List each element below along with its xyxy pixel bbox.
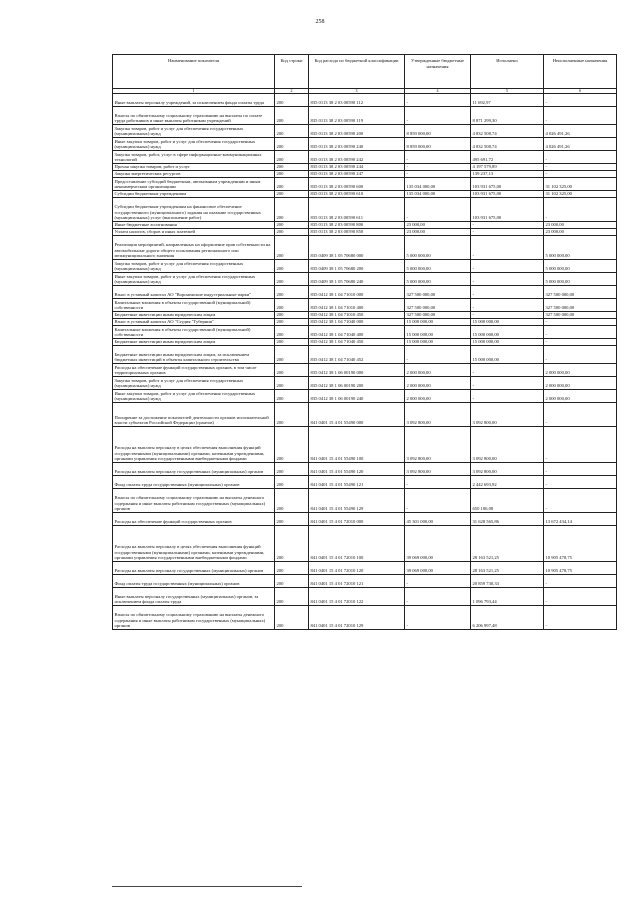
table-row (113, 339, 617, 346)
cell-remaining: 4 026 491,26 (544, 138, 617, 151)
table-row (113, 588, 617, 606)
table-row (113, 229, 617, 236)
cell-line-code: 200 (275, 489, 309, 513)
cell-approved: 8 859 000,00 (405, 138, 471, 151)
cell-executed: 4 832 508,74 (471, 125, 544, 138)
cell-indicator-name: Капитальные вложения в объекты государственной (муниципальной) собственности (113, 326, 275, 339)
cell-budget-classification: 841 0401 15 4 01 55490 121 (309, 476, 405, 489)
cell-line-code: 200 (275, 606, 309, 630)
column-number: 4 (405, 89, 471, 94)
cell-approved: 45 301 000,00 (405, 513, 471, 526)
cell-approved: - (405, 171, 471, 178)
table-row (113, 526, 617, 562)
cell-remaining: - (544, 463, 617, 476)
cell-approved: 8 859 000,00 (405, 125, 471, 138)
cell-remaining: - (544, 403, 617, 427)
cell-approved: 135 034 000,00 (405, 191, 471, 198)
cell-remaining: - (544, 164, 617, 171)
table-row (113, 575, 617, 588)
table-row (113, 562, 617, 575)
cell-executed: 1 096 793,44 (471, 588, 544, 606)
table-row (113, 403, 617, 427)
cell-approved: - (405, 346, 471, 364)
table-row (113, 476, 617, 489)
cell-line-code: 200 (275, 513, 309, 526)
table-row (113, 94, 617, 107)
cell-indicator-name: Закупка товаров, работ и услуг для обеспечения государственных (муниципальных) нужд (113, 377, 275, 390)
cell-line-code: 200 (275, 236, 309, 260)
cell-indicator-name: Взносы по обязательному социальному страхованию на выплаты денежного содержания и иные выплаты работникам государственных (муниципальных) органов (113, 489, 275, 513)
cell-remaining: - (544, 151, 617, 164)
cell-line-code: 200 (275, 339, 309, 346)
cell-indicator-name: Бюджетные инвестиции иным юридическим лицам (113, 312, 275, 319)
cell-indicator-name: Расходы на выплаты персоналу в целях обеспечения выполнения функций государственными (муниципальными) органами, казенными учреждениями, органами управления государственными внебюджетными фондами (113, 526, 275, 562)
cell-remaining: 23 000,00 (544, 222, 617, 229)
cell-approved: 5 000 000,00 (405, 236, 471, 260)
header-remaining: Неисполненные назначения (544, 55, 617, 89)
table-row (113, 312, 617, 319)
cell-executed: 4 832 508,74 (471, 138, 544, 151)
cell-indicator-name: Капитальные вложения в объекты государственной (муниципальной) собственности (113, 299, 275, 312)
cell-approved: - (405, 198, 471, 222)
table-row (113, 178, 617, 191)
cell-budget-classification: 835 0409 38 1 05 70680 000 (309, 236, 405, 260)
cell-approved: 23 000,00 (405, 229, 471, 236)
cell-budget-classification: 841 0401 15 4 01 55490 000 (309, 403, 405, 427)
cell-line-code: 200 (275, 390, 309, 403)
cell-remaining: - (544, 427, 617, 463)
cell-indicator-name: Расходы на выплаты персоналу государственных (муниципальных) органов (113, 463, 275, 476)
table-row (113, 164, 617, 171)
cell-executed: 31 628 565,86 (471, 513, 544, 526)
cell-line-code: 200 (275, 476, 309, 489)
cell-remaining: 23 000,00 (544, 229, 617, 236)
cell-approved: 15 000 000,00 (405, 339, 471, 346)
cell-indicator-name: Расходы на выплаты персоналу государственных (муниципальных) органов (113, 562, 275, 575)
cell-line-code: 200 (275, 125, 309, 138)
cell-budget-classification: 841 0401 15 4 01 72010 000 (309, 513, 405, 526)
cell-approved: - (405, 575, 471, 588)
table-row (113, 171, 617, 178)
table-row (113, 151, 617, 164)
cell-approved: - (405, 107, 471, 125)
cell-line-code: 200 (275, 575, 309, 588)
cell-remaining: - (544, 326, 617, 339)
cell-line-code: 200 (275, 138, 309, 151)
cell-approved: 327 500 000,00 (405, 286, 471, 299)
cell-line-code: 200 (275, 198, 309, 222)
cell-indicator-name: Субсидии бюджетным учреждениям (113, 191, 275, 198)
cell-indicator-name: Взнос в уставный капитал АО "Воронежские индустриальные парки" (113, 286, 275, 299)
cell-remaining: 2 000 000,00 (544, 390, 617, 403)
table-row (113, 364, 617, 377)
cell-line-code: 200 (275, 229, 309, 236)
cell-approved: 3 092 800,00 (405, 403, 471, 427)
cell-executed: 15 000 000,00 (471, 326, 544, 339)
cell-indicator-name: Уплата налогов, сборов и иных платежей (113, 229, 275, 236)
cell-indicator-name: Прочая закупка товаров, работ и услуг (113, 164, 275, 171)
table-row (113, 191, 617, 198)
cell-budget-classification: 835 0113 38 2 03 00590 242 (309, 151, 405, 164)
table-row (113, 273, 617, 286)
cell-line-code: 200 (275, 178, 309, 191)
cell-indicator-name: Расходы на обеспечение функций государственных органов (113, 513, 275, 526)
table-row (113, 390, 617, 403)
cell-budget-classification: 835 0412 38 1 06 00190 200 (309, 377, 405, 390)
table-header-row (113, 55, 617, 89)
cell-remaining: - (544, 606, 617, 630)
cell-indicator-name: Расходы на обеспечение функций государственных органов, в том числе территориальных органов (113, 364, 275, 377)
cell-budget-classification: 835 0412 38 1 06 00190 240 (309, 390, 405, 403)
table-row (113, 377, 617, 390)
cell-line-code: 200 (275, 312, 309, 319)
cell-budget-classification: 835 0412 38 1 04 71040 450 (309, 339, 405, 346)
cell-budget-classification: 835 0113 38 2 03 00590 610 (309, 191, 405, 198)
column-number: 2 (275, 89, 309, 94)
cell-remaining: - (544, 339, 617, 346)
cell-budget-classification: 835 0113 38 2 03 00590 119 (309, 107, 405, 125)
table-row (113, 299, 617, 312)
cell-budget-classification: 835 0412 38 1 04 71040 400 (309, 326, 405, 339)
table-row (113, 107, 617, 125)
cell-approved: - (405, 606, 471, 630)
cell-executed: - (471, 286, 544, 299)
page-number: 258 (315, 19, 325, 25)
table-row (113, 236, 617, 260)
cell-line-code: 200 (275, 191, 309, 198)
cell-executed: - (471, 273, 544, 286)
cell-remaining: 327 500 000,00 (544, 312, 617, 319)
cell-remaining: - (544, 575, 617, 588)
cell-indicator-name: Иные закупки товаров, работ и услуг для обеспечения государственных (муниципальных) нужд (113, 273, 275, 286)
cell-approved: - (405, 489, 471, 513)
cell-line-code: 200 (275, 151, 309, 164)
cell-budget-classification: 835 0113 38 2 03 00590 800 (309, 222, 405, 229)
cell-remaining: 5 000 000,00 (544, 273, 617, 286)
cell-executed: - (471, 236, 544, 260)
table-row (113, 260, 617, 273)
table-row (113, 198, 617, 222)
cell-indicator-name: Закупка товаров, работ, услуг в сфере информационно-коммуникационных технологий (113, 151, 275, 164)
cell-line-code: 200 (275, 319, 309, 326)
cell-indicator-name: Расходы на выплаты персоналу в целях обеспечения выполнения функций государственными (муниципальными) органами, казенными учреждениями, органами управления государственными внебюджетными фондами (113, 427, 275, 463)
table-row (113, 125, 617, 138)
cell-line-code: 200 (275, 364, 309, 377)
header-indicator-name: Наименование показателя (113, 55, 275, 89)
cell-indicator-name: Иные закупки товаров, работ и услуг для обеспечения государственных (муниципальных) нужд (113, 390, 275, 403)
cell-line-code: 200 (275, 107, 309, 125)
cell-remaining: 10 905 478,75 (544, 526, 617, 562)
cell-line-code: 200 (275, 346, 309, 364)
cell-executed: 139 237,13 (471, 171, 544, 178)
cell-budget-classification: 835 0113 38 2 03 00590 240 (309, 138, 405, 151)
cell-executed: 103 931 675,00 (471, 191, 544, 198)
table-row (113, 326, 617, 339)
cell-remaining: 4 026 491,26 (544, 125, 617, 138)
cell-remaining: - (544, 171, 617, 178)
cell-budget-classification: 841 0401 15 4 01 72010 122 (309, 588, 405, 606)
cell-indicator-name: Иные бюджетные ассигнования (113, 222, 275, 229)
cell-remaining: - (544, 588, 617, 606)
table-row (113, 463, 617, 476)
cell-executed: 3 092 800,00 (471, 463, 544, 476)
cell-indicator-name: Взнос в уставный капитал АО "Студия "Губерния" (113, 319, 275, 326)
cell-approved: 135 034 000,00 (405, 178, 471, 191)
header-budget-classification: Код расхода по бюджетной классификации (309, 55, 405, 89)
cell-remaining: 327 500 000,00 (544, 299, 617, 312)
table-row (113, 606, 617, 630)
cell-line-code: 200 (275, 427, 309, 463)
cell-indicator-name: Закупка энергетических ресурсов (113, 171, 275, 178)
cell-approved: - (405, 476, 471, 489)
cell-executed: 11 692,97 (471, 94, 544, 107)
cell-executed: 650 106,08 (471, 489, 544, 513)
cell-budget-classification: 841 0401 15 4 01 72010 120 (309, 562, 405, 575)
cell-executed: - (471, 312, 544, 319)
cell-remaining: 13 672 434,14 (544, 513, 617, 526)
column-number: 1 (113, 89, 275, 94)
cell-budget-classification: 835 0412 38 1 04 71010 450 (309, 312, 405, 319)
column-number: 3 (309, 89, 405, 94)
cell-line-code: 200 (275, 164, 309, 171)
cell-approved: 3 092 800,00 (405, 427, 471, 463)
table-row (113, 489, 617, 513)
cell-indicator-name: Бюджетные инвестиции иным юридическим лицам, за исключением бюджетных инвестиций в объекты капитального строительства (113, 346, 275, 364)
cell-approved: - (405, 588, 471, 606)
cell-line-code: 200 (275, 171, 309, 178)
footer-divider (112, 886, 302, 887)
cell-remaining: - (544, 198, 617, 222)
cell-remaining: - (544, 319, 617, 326)
cell-approved: - (405, 164, 471, 171)
cell-approved: - (405, 94, 471, 107)
cell-executed: 4 197 579,89 (471, 164, 544, 171)
cell-budget-classification: 835 0113 38 2 03 00590 600 (309, 178, 405, 191)
cell-budget-classification: 841 0401 15 4 01 55490 120 (309, 463, 405, 476)
cell-indicator-name: Взносы по обязательному социальному страхованию на выплаты по оплате труда работников и иные выплаты работникам учреждений (113, 107, 275, 125)
cell-line-code: 200 (275, 273, 309, 286)
cell-indicator-name: Взносы по обязательному социальному страхованию на выплаты денежного содержания и иные выплаты работникам государственных (муниципальных) органов (113, 606, 275, 630)
cell-executed: 495 691,72 (471, 151, 544, 164)
cell-budget-classification: 835 0412 38 1 04 71010 000 (309, 286, 405, 299)
table-row (113, 222, 617, 229)
cell-executed: 20 859 730,33 (471, 575, 544, 588)
cell-executed: 3 092 800,00 (471, 427, 544, 463)
table-row (113, 319, 617, 326)
cell-approved: 327 500 000,00 (405, 299, 471, 312)
cell-executed: - (471, 390, 544, 403)
cell-indicator-name: Закупка товаров, работ и услуг для обеспечения государственных (муниципальных) нужд (113, 260, 275, 273)
cell-line-code: 200 (275, 94, 309, 107)
cell-line-code: 200 (275, 588, 309, 606)
cell-executed: - (471, 377, 544, 390)
cell-remaining: - (544, 94, 617, 107)
cell-line-code: 200 (275, 260, 309, 273)
cell-budget-classification: 841 0401 15 4 01 55490 100 (309, 427, 405, 463)
cell-budget-classification: 835 0412 38 1 04 71010 400 (309, 299, 405, 312)
cell-executed: 15 000 000,00 (471, 339, 544, 346)
cell-executed: 6 206 997,48 (471, 606, 544, 630)
cell-budget-classification: 835 0409 38 1 05 70680 240 (309, 273, 405, 286)
cell-line-code: 200 (275, 222, 309, 229)
cell-executed: - (471, 299, 544, 312)
cell-approved: 23 000,00 (405, 222, 471, 229)
cell-budget-classification: 835 0113 38 2 03 00590 200 (309, 125, 405, 138)
cell-budget-classification: 835 0409 38 1 05 70680 200 (309, 260, 405, 273)
cell-indicator-name: Фонд оплаты труда государственных (муниципальных) органов (113, 476, 275, 489)
table-body (113, 94, 617, 630)
cell-executed: 15 000 000,00 (471, 346, 544, 364)
cell-remaining: - (544, 489, 617, 513)
cell-budget-classification: 841 0401 15 4 01 72010 129 (309, 606, 405, 630)
cell-executed: 8 871 299,30 (471, 107, 544, 125)
cell-remaining: 31 102 325,00 (544, 191, 617, 198)
cell-budget-classification: 835 0113 38 2 03 00590 611 (309, 198, 405, 222)
cell-budget-classification: 835 0113 38 2 03 00590 244 (309, 164, 405, 171)
header-approved: Утвержденные бюджетные назначения (405, 55, 471, 89)
cell-approved: 15 000 000,00 (405, 319, 471, 326)
cell-indicator-name: Реализация мероприятий, направленных на оформление прав собственности на автомобильные дороги общего пользования регионального или межмуниципального значения (113, 236, 275, 260)
cell-indicator-name: Поощрение за достижение показателей деятельности органов исполнительной власти субъектов Российской Федерации (грантов) (113, 403, 275, 427)
cell-budget-classification: 835 0113 38 2 03 00590 247 (309, 171, 405, 178)
cell-remaining: 5 000 000,00 (544, 236, 617, 260)
cell-remaining: 5 000 000,00 (544, 260, 617, 273)
cell-remaining: - (544, 346, 617, 364)
cell-indicator-name: Фонд оплаты труда государственных (муниципальных) органов (113, 575, 275, 588)
cell-indicator-name: Иные закупки товаров, работ и услуг для обеспечения государственных (муниципальных) нужд (113, 138, 275, 151)
cell-line-code: 200 (275, 403, 309, 427)
cell-line-code: 200 (275, 286, 309, 299)
cell-executed: - (471, 260, 544, 273)
cell-executed: 103 931 675,00 (471, 178, 544, 191)
cell-line-code: 200 (275, 562, 309, 575)
cell-approved: 5 000 000,00 (405, 260, 471, 273)
cell-approved: - (405, 151, 471, 164)
cell-remaining: 2 000 000,00 (544, 377, 617, 390)
cell-budget-classification: 835 0113 38 2 03 00590 112 (309, 94, 405, 107)
cell-executed: 28 163 521,25 (471, 526, 544, 562)
cell-indicator-name: Иные выплаты персоналу государственных (муниципальных) органов, за исключением фонда оплаты труда (113, 588, 275, 606)
table-row (113, 138, 617, 151)
cell-executed: - (471, 222, 544, 229)
cell-remaining: 2 000 000,00 (544, 364, 617, 377)
header-executed: Исполнено (471, 55, 544, 89)
cell-executed: - (471, 229, 544, 236)
cell-line-code: 200 (275, 526, 309, 562)
cell-budget-classification: 835 0412 38 1 06 00190 000 (309, 364, 405, 377)
cell-indicator-name: Субсидии бюджетным учреждениям на финансовое обеспечение государственного (муниципального) задания на оказание государственных (муниципальных) услуг (выполнение работ) (113, 198, 275, 222)
cell-line-code: 200 (275, 463, 309, 476)
cell-budget-classification: 841 0401 15 4 01 72010 100 (309, 526, 405, 562)
cell-executed: 15 000 000,00 (471, 319, 544, 326)
cell-approved: 39 069 000,00 (405, 562, 471, 575)
cell-executed: - (471, 364, 544, 377)
cell-approved: 2 000 000,00 (405, 364, 471, 377)
cell-remaining: 31 102 325,00 (544, 178, 617, 191)
budget-report-table (112, 54, 617, 630)
cell-approved: 15 000 000,00 (405, 326, 471, 339)
cell-remaining: - (544, 107, 617, 125)
cell-remaining: 327 500 000,00 (544, 286, 617, 299)
cell-budget-classification: 835 0412 38 1 04 71040 000 (309, 319, 405, 326)
cell-indicator-name: Предоставление субсидий бюджетным, автономным учреждениям и иным некоммерческим организациям (113, 178, 275, 191)
table-row (113, 427, 617, 463)
cell-approved: 5 000 000,00 (405, 273, 471, 286)
cell-budget-classification: 841 0401 15 4 01 55490 129 (309, 489, 405, 513)
table-row (113, 286, 617, 299)
cell-executed: 3 092 800,00 (471, 403, 544, 427)
column-number: 5 (471, 89, 544, 94)
cell-indicator-name: Закупка товаров, работ и услуг для обеспечения государственных (муниципальных) нужд (113, 125, 275, 138)
cell-executed: 28 163 521,25 (471, 562, 544, 575)
cell-approved: 327 500 000,00 (405, 312, 471, 319)
cell-line-code: 200 (275, 299, 309, 312)
column-number: 6 (544, 89, 617, 94)
header-line-code: Код строки (275, 55, 309, 89)
cell-indicator-name: Иные выплаты персоналу учреждений, за исключением фонда оплаты труда (113, 94, 275, 107)
cell-budget-classification: 841 0401 15 4 01 72010 121 (309, 575, 405, 588)
cell-remaining: - (544, 476, 617, 489)
table-row (113, 513, 617, 526)
cell-approved: 39 069 000,00 (405, 526, 471, 562)
table-row (113, 346, 617, 364)
cell-remaining: 10 905 478,75 (544, 562, 617, 575)
cell-line-code: 200 (275, 326, 309, 339)
cell-approved: 2 000 000,00 (405, 377, 471, 390)
cell-executed: 103 931 675,00 (471, 198, 544, 222)
cell-budget-classification: 835 0412 38 1 04 71040 452 (309, 346, 405, 364)
cell-line-code: 200 (275, 377, 309, 390)
cell-budget-classification: 835 0113 38 2 03 00590 850 (309, 229, 405, 236)
cell-approved: 2 000 000,00 (405, 390, 471, 403)
cell-approved: 3 092 800,00 (405, 463, 471, 476)
cell-executed: 2 442 693,92 (471, 476, 544, 489)
cell-indicator-name: Бюджетные инвестиции иным юридическим лицам (113, 339, 275, 346)
